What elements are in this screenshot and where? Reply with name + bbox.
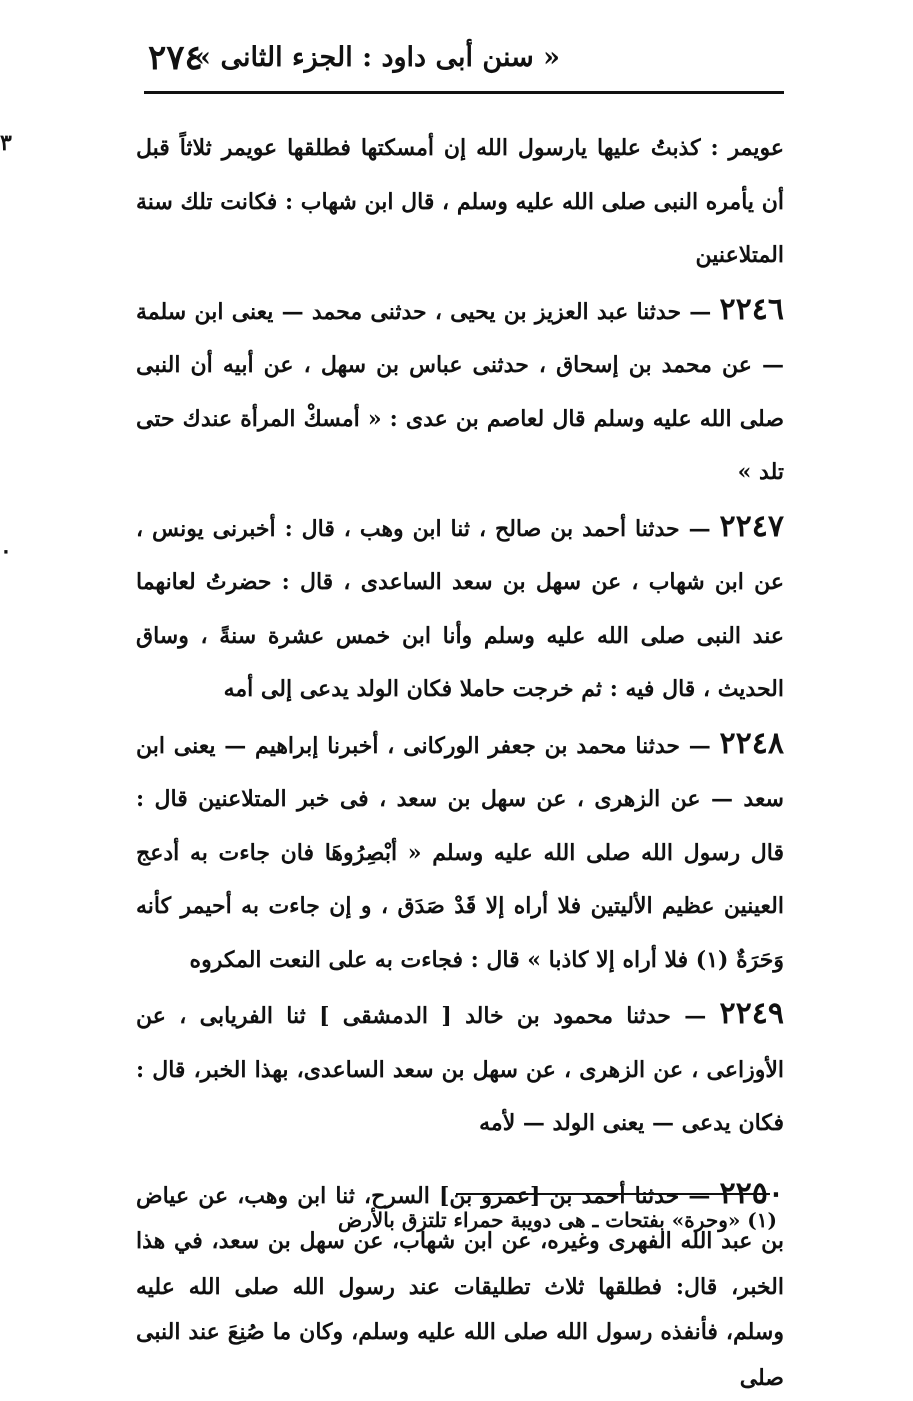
footnote: (١) «وحرة» بفتحات ـ هى دويبة حمراء تلتزق بالأرض: [338, 1208, 777, 1232]
header-rule: [144, 91, 784, 94]
hadith-number: ٢٢٤٨: [720, 726, 784, 761]
hadith-text: — حدثنا عبد العزيز بن يحيى ، حدثنى محمد — يعنى ابن سلمة — عن محمد بن إسحاق ، حدثنى عباس بن سهل ، عن أبيه أن النبى صلى الله عليه وسلم قال لعاصم بن عدى : « أمسكْ المرأة عندك حتى تلد »: [136, 299, 784, 486]
paragraph-text: عويمر : كذبتُ عليها يارسول الله إن أمسكتها فطلقها عويمر ثلاثاً قبل أن يأمره النبى صلى الله عليه وسلم ، قال ابن شهاب : فكانت تلك سنة المتلاعنين: [136, 135, 784, 268]
footnote-rule: [456, 1193, 770, 1195]
paragraph-continuation: [136, 122, 784, 283]
hadith-text: — حدثنا أحمد بن صالح ، ثنا ابن وهب ، قال : أخبرنى يونس ، عن ابن شهاب ، عن سهل بن سعد الساعدى ، قال : حضرتُ لعانهما عند النبى صلى الله عليه وسلم وأنا ابن خمس عشرة سنةً ، وساق الحديث ، قال فيه : ثم خرجت حاملا فكان الولد يدعى إلى أمه: [136, 516, 784, 703]
page-number: ٢٧٤: [148, 38, 203, 78]
hadith-2250: [136, 1171, 784, 1401]
hadith-number: ٢٢٤٧: [720, 509, 784, 544]
page-header: [148, 40, 780, 90]
hadith-text: — حدثنا محمد بن جعفر الوركانى ، أخبرنا إبراهيم — يعنى ابن سعد — عن الزهرى ، عن سهل بن سعد ، فى خبر المتلاعنين قال : قال رسول الله صلى الله عليه وسلم « أبْصِرُوهَا فان جاءت به أدعج العينين عظيم الأليتين فلا أراه إلا قَدْ صَدَق ، و إن جاءت به أحيمر كأنه وَحَرَةٌ (١) فلا أراه إلا كاذبا » قال : فجاءت به على النعت المكروه: [136, 733, 784, 973]
margin-mark: ٠: [0, 540, 12, 562]
hadith-2248: [136, 717, 784, 988]
hadith-2249: [136, 987, 784, 1151]
hadith-text: — حدثنا محمود بن خالد [ الدمشقى ] ثنا الفريابى ، عن الأوزاعى ، عن الزهرى ، عن سهل بن سعد الساعدى، بهذا الخبر، قال : فكان يدعى — يعنى الولد — لأمه: [136, 1003, 784, 1136]
hadith-2247: [136, 500, 784, 717]
hadith-number: ٢٢٥٠: [720, 1176, 784, 1211]
hadith-number: ٢٢٤٩: [720, 996, 784, 1031]
running-title: « سنن أبى داود : الجزء الثانى »: [194, 42, 560, 73]
hadith-text: — حدثنا أحمد بن [عمرو بن] السرح، ثنا ابن وهب، عن عياض بن عبد الله الفهرى وغيره، عن ابن شهاب، عن سهل بن سعد، في هذا الخبر، قال: فطلقها ثلاث تطليقات عند رسول الله صلى الله عليه وسلم، فأنفذه رسول الله صلى الله عليه وسلم، وكان ما صُنِعَ عند النبى صلى: [136, 1183, 784, 1391]
hadith-2246: [136, 283, 784, 500]
margin-mark: ٣: [0, 132, 12, 154]
hadith-number: ٢٢٤٦: [720, 292, 784, 327]
